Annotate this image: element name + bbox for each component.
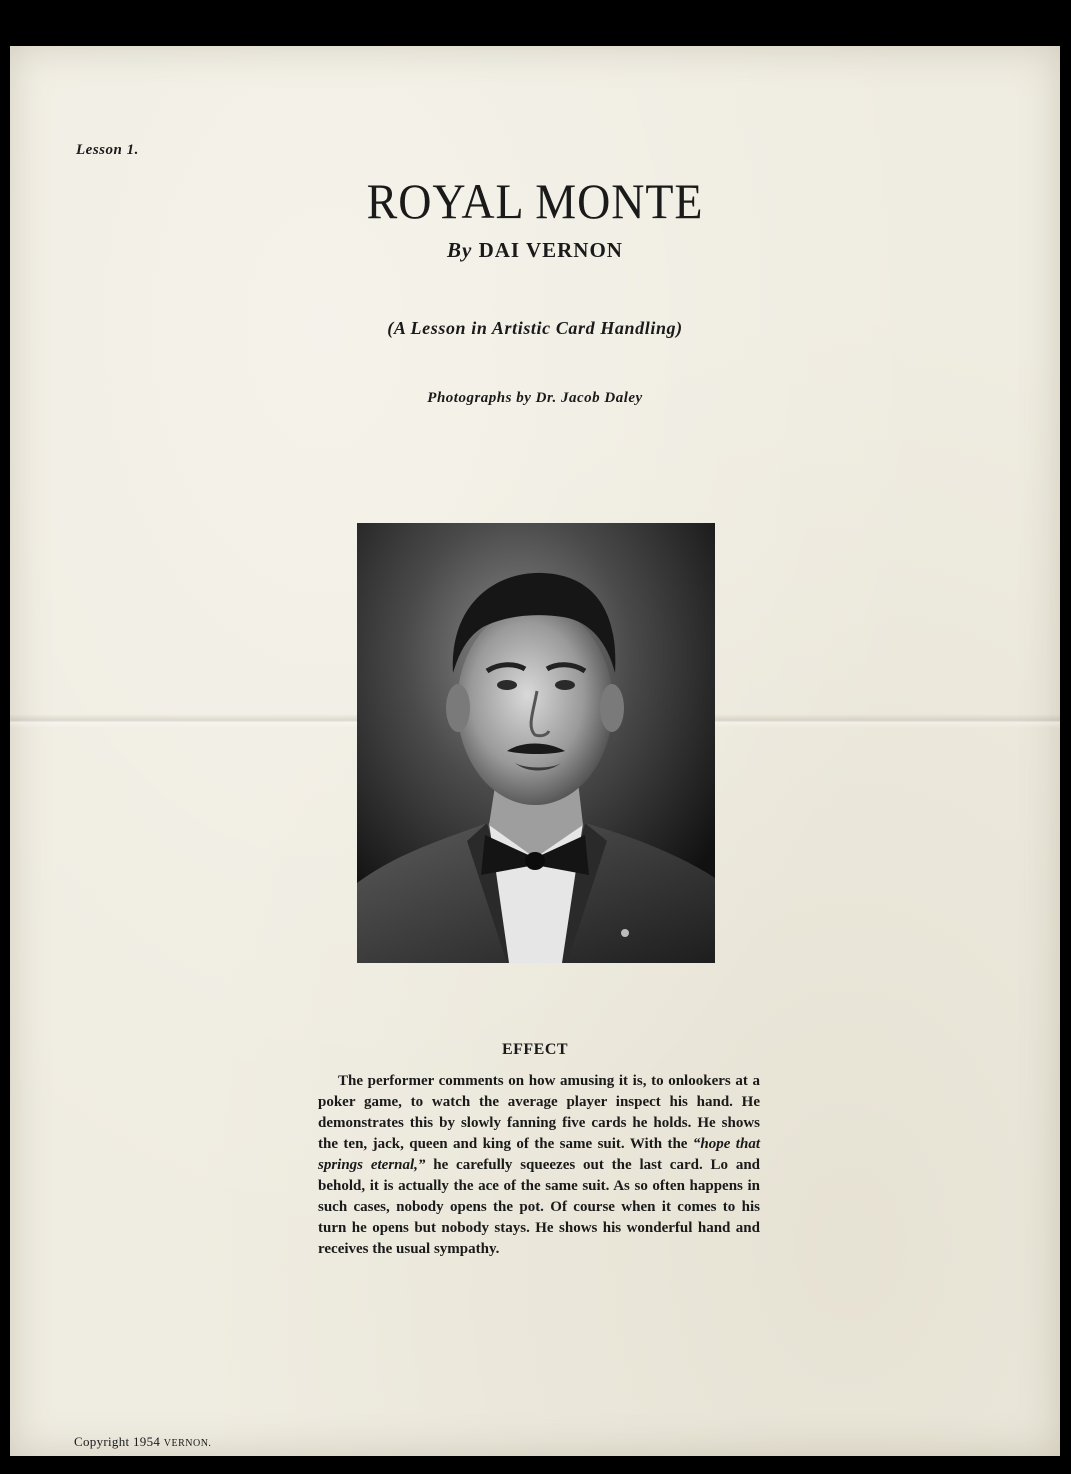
portrait-photo: [357, 523, 715, 963]
effect-paragraph: [318, 1071, 760, 1260]
byline-prefix: By: [447, 238, 473, 262]
portrait-illustration: [357, 523, 715, 963]
copyright-notice: [74, 1434, 211, 1450]
lesson-label: Lesson 1.: [76, 142, 139, 158]
effect-text-part-2: he carefully squeezes out the last card. Lo and behold, it is actually the ace of the same suit. As so often happens in such cases, nobody opens the pot. Of course when it comes to his turn he opens but nobody stays. He shows his wonderful hand and receives the usual sympathy.: [318, 1157, 761, 1257]
effect-heading: EFFECT: [501, 1041, 569, 1058]
effect-description: [318, 1071, 760, 1260]
author-name: DAI VERNON: [478, 238, 623, 262]
copyright-prefix: Copyright 1954: [74, 1434, 161, 1449]
copyright-owner: VERNON.: [163, 1438, 212, 1449]
photo-credit: Photographs by Dr. Jacob Daley: [427, 390, 643, 406]
byline: [10, 238, 1060, 263]
page-title: ROYAL MONTE: [366, 173, 704, 229]
effect-text-part-1: The performer comments on how amusing it is, to onlookers at a poker game, to watch the average player inspect his hand. He demonstrates this by slowly fanning five cards he holds. He shows the ten, jack, queen and king of the same suit. With the: [318, 1073, 760, 1152]
subtitle: (A Lesson in Artistic Card Handling): [387, 318, 683, 338]
effect-quote: “hope that springs eternal,”: [318, 1136, 760, 1173]
document-page: [10, 46, 1060, 1456]
